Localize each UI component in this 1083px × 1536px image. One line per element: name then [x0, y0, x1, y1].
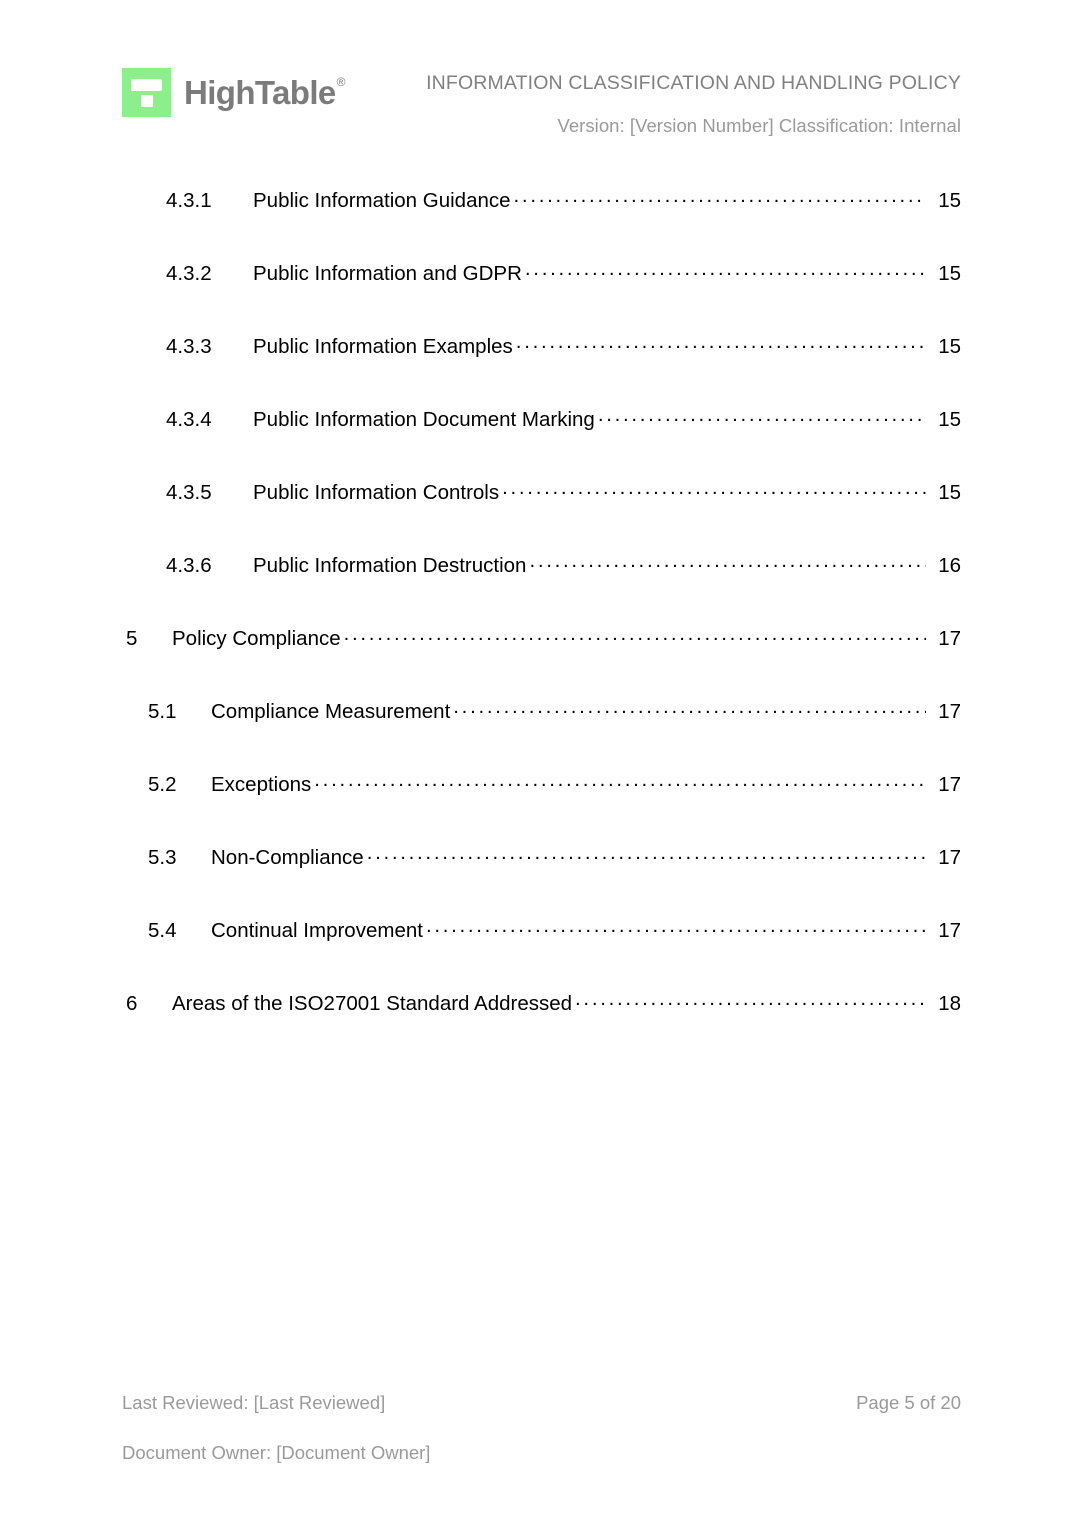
brand-wordmark: [184, 76, 355, 109]
document-title: INFORMATION CLASSIFICATION AND HANDLING POLICY: [426, 72, 961, 94]
document-owner-text: Document Owner: [Document Owner]: [122, 1442, 431, 1464]
toc-entry-label: Public Information Controls: [253, 480, 500, 504]
toc-entry-page-number: 17: [938, 772, 961, 796]
toc-entry-number: 4.3.5: [166, 480, 212, 504]
toc-entry-page-number: 15: [938, 480, 961, 504]
toc-entry-page-number: 15: [938, 188, 961, 212]
toc-entry-label: Continual Improvement: [211, 918, 423, 942]
logo-stem-shape: [141, 95, 153, 107]
toc-dot-leader: [426, 916, 926, 937]
toc-entry-number: 4.3.2: [166, 261, 212, 285]
toc-entry[interactable]: [122, 551, 961, 624]
brand-logo: [122, 68, 355, 117]
toc-entry-label: Compliance Measurement: [211, 699, 451, 723]
toc-entry[interactable]: [122, 332, 961, 405]
toc-entry-label: Public Information Document Marking: [253, 407, 595, 431]
toc-entry-label: Public Information Destruction: [253, 553, 527, 577]
toc-entry-page-number: 15: [938, 407, 961, 431]
toc-dot-leader: [344, 624, 926, 645]
page-footer: [122, 1392, 961, 1464]
toc-entry[interactable]: [122, 478, 961, 551]
toc-entry-number: 4.3.4: [166, 407, 212, 431]
toc-entry-number: 5.2: [148, 772, 177, 796]
registered-trademark-icon: ®: [336, 75, 346, 89]
toc-entry[interactable]: [122, 259, 961, 332]
footer-row-primary: [122, 1392, 961, 1414]
toc-entry-number: 4.3.3: [166, 334, 212, 358]
toc-entry-page-number: 17: [938, 845, 961, 869]
toc-entry-label: Public Information Guidance: [253, 188, 511, 212]
toc-entry-number: 5.3: [148, 845, 177, 869]
logo-bar-shape: [131, 79, 162, 91]
toc-entry-label: Public Information Examples: [253, 334, 513, 358]
header-text-block: [426, 72, 961, 138]
toc-entry-number: 5.4: [148, 918, 177, 942]
toc-dot-leader: [598, 405, 926, 426]
toc-entry-page-number: 17: [938, 918, 961, 942]
toc-entry-number: 4.3.1: [166, 188, 212, 212]
toc-dot-leader: [516, 332, 926, 353]
toc-entry[interactable]: [122, 697, 961, 770]
toc-entry-label: Non-Compliance: [211, 845, 364, 869]
toc-dot-leader: [502, 478, 926, 499]
toc-entry-number: 6: [126, 991, 138, 1015]
toc-entry[interactable]: [122, 989, 961, 1062]
toc-dot-leader: [525, 259, 926, 280]
toc-dot-leader: [453, 697, 926, 718]
toc-entry-number: 5.1: [148, 699, 177, 723]
document-version-classification: Version: [Version Number] Classification: Internal: [557, 115, 961, 137]
toc-entry[interactable]: [122, 916, 961, 989]
toc-entry[interactable]: [122, 770, 961, 843]
toc-entry-number: 5: [126, 626, 138, 650]
toc-dot-leader: [514, 186, 926, 207]
toc-entry-page-number: 15: [938, 334, 961, 358]
toc-entry-page-number: 16: [938, 553, 961, 577]
toc-entry-label: Areas of the ISO27001 Standard Addressed: [172, 991, 573, 1015]
hightable-logo-icon: [122, 68, 171, 117]
toc-entry-page-number: 17: [938, 626, 961, 650]
toc-dot-leader: [529, 551, 926, 572]
brand-name-text: HighTable: [184, 74, 336, 111]
table-of-contents: [122, 186, 961, 1062]
toc-dot-leader: [575, 989, 926, 1010]
toc-entry-page-number: 18: [938, 991, 961, 1015]
toc-entry-label: Policy Compliance: [172, 626, 341, 650]
toc-entry-page-number: 17: [938, 699, 961, 723]
toc-entry[interactable]: [122, 843, 961, 916]
toc-entry-page-number: 15: [938, 261, 961, 285]
footer-row-secondary: [122, 1442, 961, 1464]
toc-dot-leader: [367, 843, 926, 864]
toc-entry-number: 4.3.6: [166, 553, 212, 577]
toc-entry[interactable]: [122, 186, 961, 259]
page-header: [122, 60, 961, 152]
toc-entry[interactable]: [122, 405, 961, 478]
toc-entry[interactable]: [122, 624, 961, 697]
page-number-indicator: Page 5 of 20: [856, 1392, 961, 1413]
toc-dot-leader: [314, 770, 926, 791]
last-reviewed-text: Last Reviewed: [Last Reviewed]: [122, 1392, 386, 1413]
toc-entry-label: Exceptions: [211, 772, 312, 796]
toc-entry-label: Public Information and GDPR: [253, 261, 522, 285]
